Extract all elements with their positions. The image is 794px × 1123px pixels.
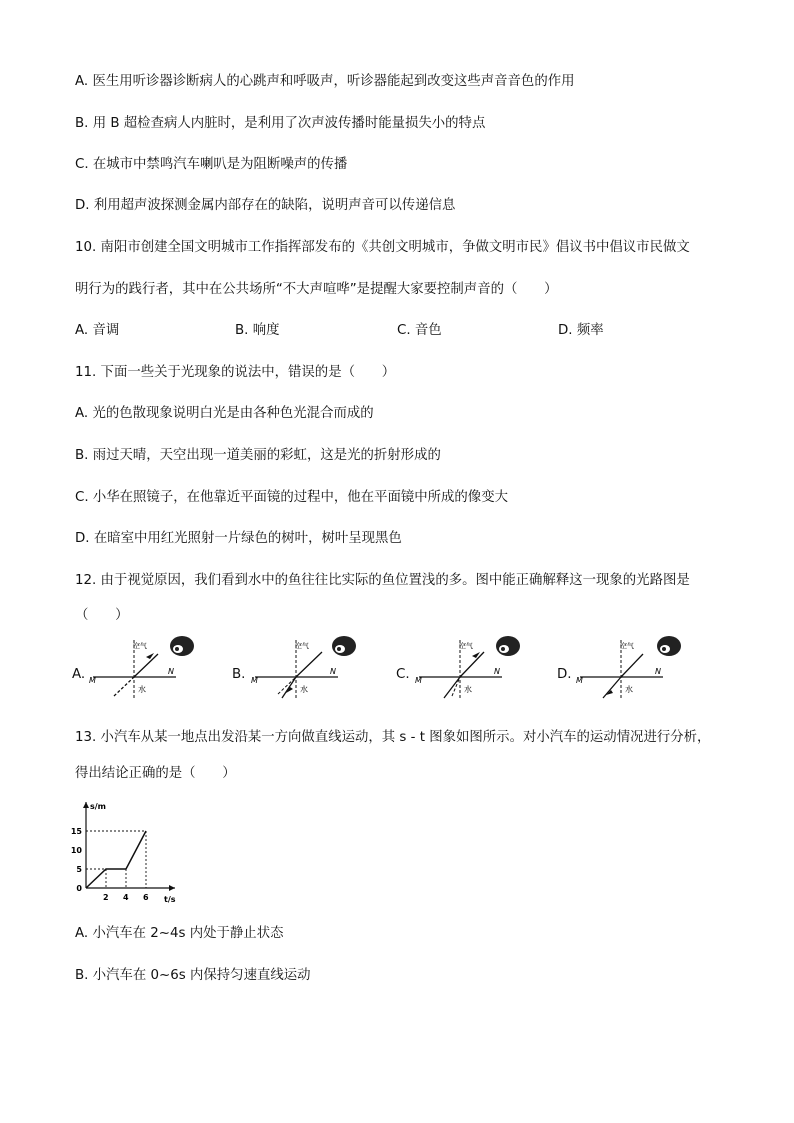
n-label: N [494,667,500,676]
x-axis-arrow [169,885,175,891]
m-label: M [89,676,96,685]
q11-option-b: B. 雨过天晴，天空出现一道美丽的彩虹，这是光的折射形成的 [75,448,441,463]
n-label: N [655,667,661,676]
water-label: 水 [625,685,633,694]
x-tick-label-0: 2 [103,893,109,902]
q9-option-a: A. 医生用听诊器诊断病人的心跳声和呼吸声，听诊器能起到改变这些声音音色的作用 [75,74,575,89]
m-label: M [576,676,583,685]
y-tick-label-1: 5 [76,865,82,874]
air-label: 空气 [459,642,473,650]
m-label: M [251,676,258,685]
n-label: N [330,667,336,676]
eye-icon [170,636,194,656]
x-tick-label-1: 4 [123,893,129,902]
y-axis-arrow [83,802,89,808]
y-tick-label-2: 10 [70,846,82,855]
q12-label-a: A. [72,667,86,682]
q10-stem-line2: 明行为的践行者，其中在公共场所“不大声喧哗”是提醒大家要控制声音的（ ） [75,282,558,297]
series-line [86,831,146,888]
q13-option-a: A. 小汽车在 2~4s 内处于静止状态 [75,926,284,941]
q12-stem-line1: 12. 由于视觉原因，我们看到水中的鱼往往比实际的鱼位置浅的多。图中能正确解释这一现象的光路图是 [75,573,690,588]
q12-stem-line2: （ ） [75,608,129,623]
q10-option-a: A. 音调 [75,323,120,338]
n-label: N [168,667,174,676]
eye-icon [657,636,681,656]
water-label: 水 [300,685,308,694]
air-label: 空气 [620,642,634,650]
x-axis-label: t/s [164,895,176,904]
q10-option-b: B. 响度 [235,323,280,338]
y-axis-label: s/m [90,802,107,811]
q9-option-b: B. 用 B 超检查病人内脏时，是利用了次声波传播时能量损失小的特点 [75,116,486,131]
q12-label-d: D. [557,667,572,682]
q13-stem-line2: 得出结论正确的是（ ） [75,766,236,781]
q12-diagram-a [88,632,208,702]
q9-option-c: C. 在城市中禁鸣汽车喇叭是为阻断噪声的传播 [75,157,348,172]
q11-option-c: C. 小华在照镜子，在他靠近平面镜的过程中，他在平面镜中所成的像变大 [75,490,508,505]
s-t-chart [70,798,180,908]
q11-option-d: D. 在暗室中用红光照射一片绿色的树叶，树叶呈现黑色 [75,531,402,546]
y-tick-label-3: 15 [70,827,82,836]
water-label: 水 [138,685,146,694]
q12-label-c: C. [396,667,410,682]
q12-diagram-b [250,632,370,702]
q10-stem-line1: 10. 南阳市创建全国文明城市工作指挥部发布的《共创文明城市，争做文明市民》倡议书中倡议市民做文 [75,240,690,255]
q12-diagram-d [575,632,695,702]
q13-option-b: B. 小汽车在 0~6s 内保持匀速直线运动 [75,968,311,983]
q13-stem-line1: 13. 小汽车从某一地点出发沿某一方向做直线运动，其 s - t 图象如图所示。对小汽车的运动情况进行分析， [75,730,711,745]
m-label: M [415,676,422,685]
q11-stem: 11. 下面一些关于光现象的说法中，错误的是（ ） [75,365,396,380]
x-tick-label-2: 6 [143,893,149,902]
q9-option-d: D. 利用超声波探测金属内部存在的缺陷，说明声音可以传递信息 [75,198,456,213]
air-label: 空气 [133,642,147,650]
q10-option-d: D. 频率 [558,323,604,338]
q12-diagram-c [414,632,534,702]
water-label: 水 [464,685,472,694]
air-label: 空气 [295,642,309,650]
q11-option-a: A. 光的色散现象说明白光是由各种色光混合而成的 [75,406,374,421]
q10-option-c: C. 音色 [397,323,442,338]
eye-icon [496,636,520,656]
y-tick-label-0: 0 [76,884,82,893]
eye-icon [332,636,356,656]
q12-label-b: B. [232,667,246,682]
